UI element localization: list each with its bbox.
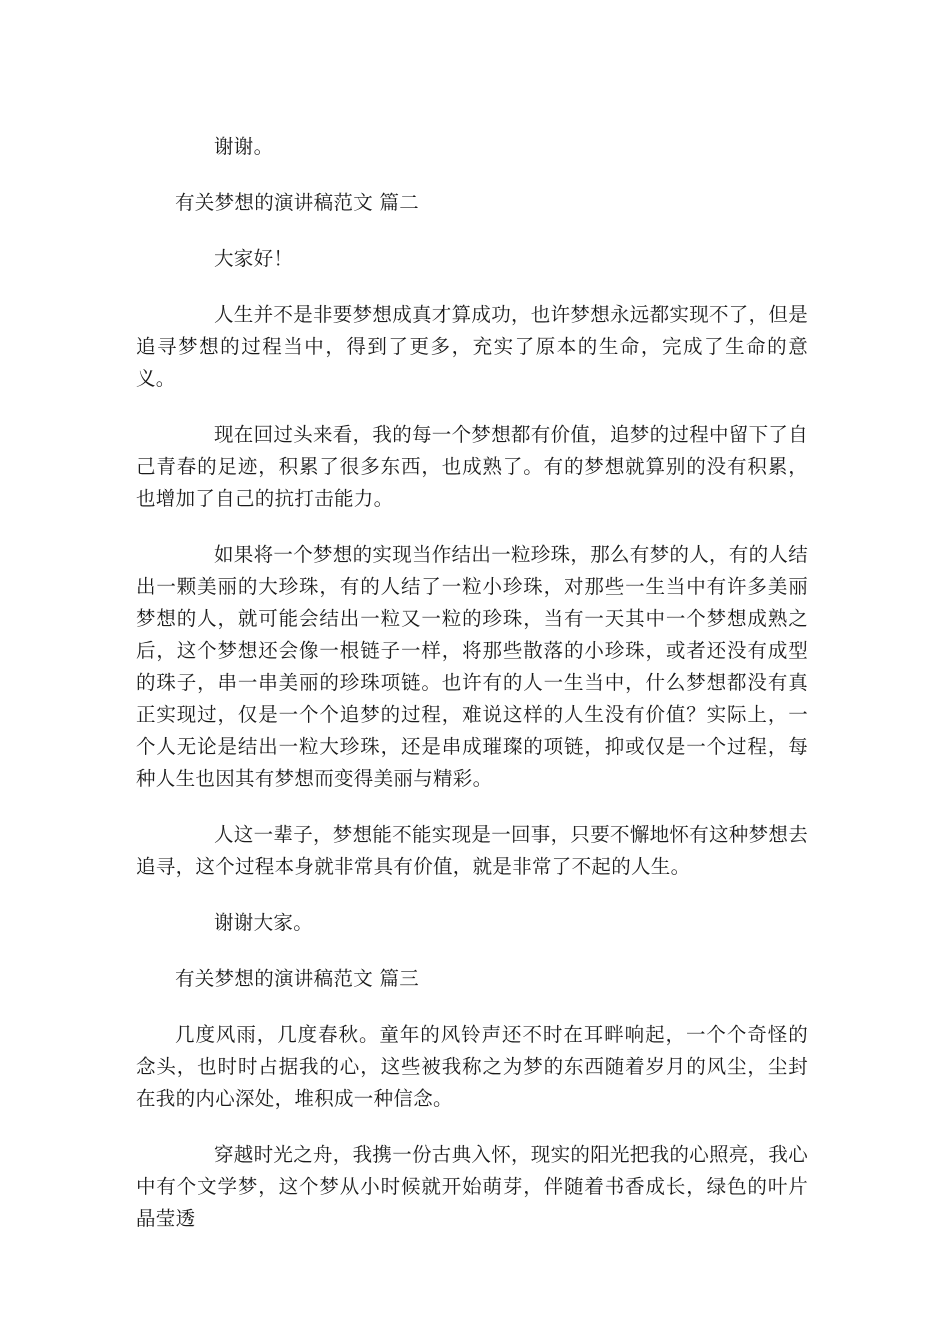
body-paragraph: 人生并不是非要梦想成真才算成功，也许梦想永远都实现不了，但是追寻梦想的过程当中，得到了更多，充实了原本的生命，完成了生命的意义。 — [136, 303, 809, 390]
body-paragraph: 穿越时光之舟，我携一份古典入怀，现实的阳光把我的心照亮，我心中有个文学梦，这个梦从小时候就开始萌芽，伴随着书香成长，绿色的叶片晶莹透 — [136, 1143, 809, 1230]
section-heading-2: 有关梦想的演讲稿范文 篇二 — [175, 191, 420, 214]
closing-thanks-all: 谢谢大家。 — [214, 911, 314, 934]
body-paragraph: 现在回过头来看，我的每一个梦想都有价值，追梦的过程中留下了自己青春的足迹，积累了很多东西，也成熟了。有的梦想就算别的没有积累，也增加了自己的抗打击能力。 — [136, 423, 809, 510]
body-paragraph: 人这一辈子，梦想能不能实现是一回事，只要不懈地怀有这种梦想去追寻，这个过程本身就非常具有价值，就是非常了不起的人生。 — [136, 823, 809, 878]
closing-thanks: 谢谢。 — [214, 135, 274, 158]
greeting: 大家好！ — [214, 247, 294, 270]
body-paragraph: 如果将一个梦想的实现当作结出一粒珍珠，那么有梦的人，有的人结出一颗美丽的大珍珠，有的人结了一粒小珍珠，对那些一生当中有许多美丽梦想的人，就可能会结出一粒又一粒的珍珠，当有一天其中一个梦想成熟之后，这个梦想还会像一根链子一样，将那些散落的小珍珠，或者还没有成型的珠子，串一串美丽的珍珠项链。也许有的人一生当中，什么梦想都没有真正实现过，仅是一个个追梦的过程，难说这样的人生没有价值？实际上，一个人无论是结出一粒大珍珠，还是串成璀璨的项链，抑或仅是一个过程，每种人生也因其有梦想而变得美丽与精彩。 — [136, 543, 809, 790]
section-heading-3: 有关梦想的演讲稿范文 篇三 — [175, 967, 420, 990]
document-body — [136, 131, 808, 1235]
body-paragraph: 几度风雨，几度春秋。童年的风铃声还不时在耳畔响起，一个个奇怪的念头，也时时占据我的心，这些被我称之为梦的东西随着岁月的风尘，尘封在我的内心深处，堆积成一种信念。 — [136, 1023, 808, 1110]
